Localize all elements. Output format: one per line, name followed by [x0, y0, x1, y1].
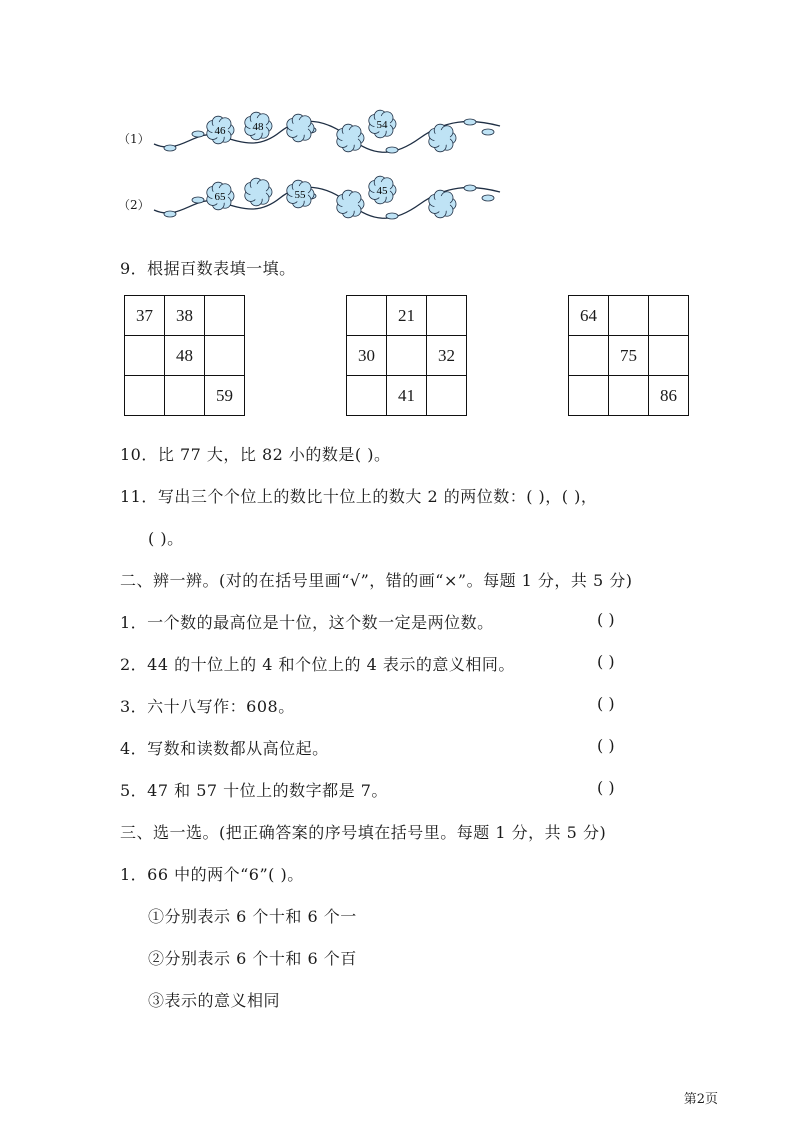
flower-icon [207, 182, 234, 210]
grid-cell: 32 [427, 336, 467, 376]
grid-cell[interactable] [649, 336, 689, 376]
judge-item-5: 5．47 和 57 十位上的数字都是 7。 [120, 781, 388, 800]
flower-icon [369, 176, 396, 204]
choice-option-3: ③表示的意义相同 [148, 991, 281, 1010]
flower-icon[interactable] [337, 124, 364, 152]
section3-title: 三、选一选。(把正确答案的序号填在括号里。每题 1 分，共 5 分) [120, 823, 607, 842]
flower-icon [245, 112, 272, 140]
hundred-grid-3 [568, 295, 689, 416]
flower-number: 45 [376, 185, 388, 197]
judge-answer-4[interactable]: ( ) [597, 736, 615, 755]
judge-answer-3[interactable]: ( ) [597, 694, 615, 713]
grid-cell: 64 [569, 296, 609, 336]
hundred-grid-1 [124, 295, 245, 416]
judge-answer-2[interactable]: ( ) [597, 652, 615, 671]
grid-row [125, 336, 245, 376]
flower-number: 55 [294, 189, 306, 201]
grid-cell: 41 [387, 376, 427, 416]
q9-title: 9．根据百数表填一填。 [120, 259, 296, 278]
judge-item-2: 2．44 的十位上的 4 和个位上的 4 表示的意义相同。 [120, 655, 515, 674]
judge-answer-5[interactable]: ( ) [597, 778, 615, 797]
choice-option-2: ②分别表示 6 个十和 6 个百 [148, 949, 357, 968]
grid-cell: 86 [649, 376, 689, 416]
grid-row [125, 296, 245, 336]
grid-cell[interactable] [609, 376, 649, 416]
flower-icon[interactable] [287, 114, 314, 142]
flower-icon[interactable] [245, 178, 272, 206]
flower-number: 46 [214, 125, 226, 137]
grid-cell[interactable] [125, 376, 165, 416]
judge-item-3: 3．六十八写作：608。 [120, 697, 295, 716]
vine-row-1-label: （1） [118, 132, 150, 146]
q11-line1: 11．写出三个个位上的数比十位上的数大 2 的两位数：( )，( )， [120, 487, 598, 506]
grid-cell[interactable] [609, 296, 649, 336]
grid-cell: 75 [609, 336, 649, 376]
grid-cell[interactable] [165, 376, 205, 416]
flower-icon[interactable] [337, 190, 364, 218]
flower-icon [287, 180, 314, 208]
judge-item-4: 4．写数和读数都从高位起。 [120, 739, 329, 758]
flower-vine-2 [150, 174, 510, 234]
flower-number: 48 [252, 121, 264, 133]
vine-row-2-label: （2） [118, 198, 150, 212]
choice-option-1: ①分别表示 6 个十和 6 个一 [148, 907, 357, 926]
grid-cell[interactable] [649, 296, 689, 336]
flower-icon [207, 116, 234, 144]
grid-row [347, 376, 467, 416]
grid-cell[interactable] [387, 336, 427, 376]
grid-cell[interactable] [125, 336, 165, 376]
grid-cell: 30 [347, 336, 387, 376]
grid-row [347, 336, 467, 376]
grid-cell[interactable] [427, 376, 467, 416]
grid-cell: 48 [165, 336, 205, 376]
grid-cell[interactable] [427, 296, 467, 336]
judge-item-1: 1．一个数的最高位是十位，这个数一定是两位数。 [120, 613, 494, 632]
hundred-grid-2 [346, 295, 467, 416]
judge-answer-1[interactable]: ( ) [597, 610, 615, 629]
flower-icon[interactable] [429, 124, 456, 152]
flower-number: 65 [214, 191, 226, 203]
choice-q1: 1．66 中的两个“6”( )。 [120, 865, 304, 884]
grid-cell[interactable] [205, 336, 245, 376]
grid-row [347, 296, 467, 336]
q11-line2: ( )。 [148, 529, 184, 548]
grid-row [569, 376, 689, 416]
q10: 10．比 77 大，比 82 小的数是( )。 [120, 445, 391, 464]
grid-cell[interactable] [205, 296, 245, 336]
grid-cell: 59 [205, 376, 245, 416]
grid-row [569, 336, 689, 376]
grid-cell: 37 [125, 296, 165, 336]
flower-vine-1 [150, 108, 510, 168]
page-number: 第2页 [683, 1092, 718, 1107]
grid-cell[interactable] [347, 296, 387, 336]
grid-row [125, 376, 245, 416]
grid-cell[interactable] [569, 376, 609, 416]
grid-row [569, 296, 689, 336]
flower-icon [369, 110, 396, 138]
grid-cell: 38 [165, 296, 205, 336]
flower-icon[interactable] [429, 190, 456, 218]
grid-cell[interactable] [569, 336, 609, 376]
grid-cell[interactable] [347, 376, 387, 416]
section2-title: 二、辨一辨。(对的在括号里画“√”，错的画“×”。每题 1 分，共 5 分) [120, 571, 633, 590]
flower-number: 54 [376, 119, 388, 131]
grid-cell: 21 [387, 296, 427, 336]
